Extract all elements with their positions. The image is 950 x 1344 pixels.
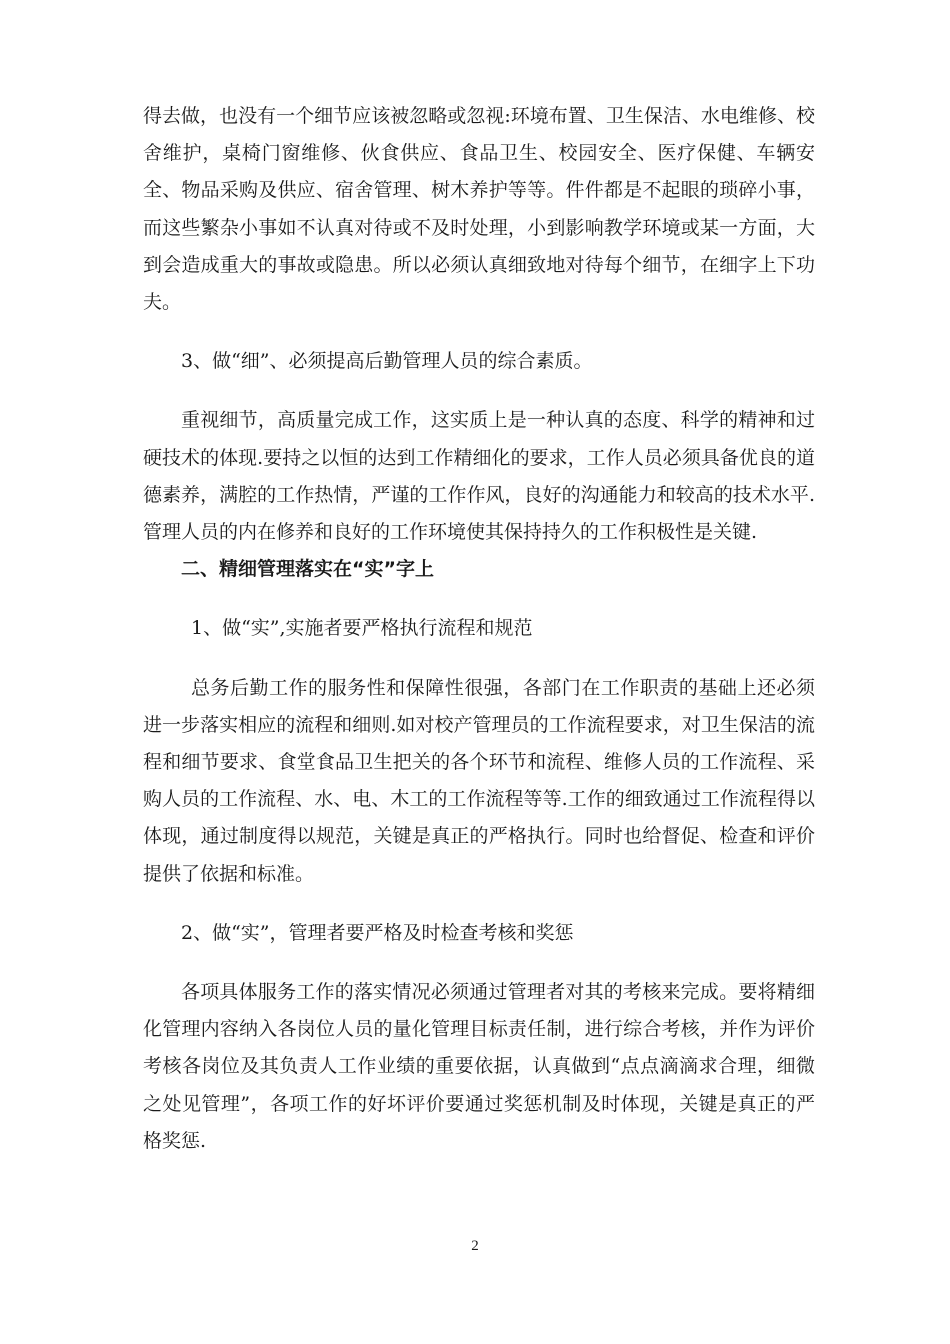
paragraph-workflow: 总务后勤工作的服务性和保障性很强，各部门在工作职责的基础上还必须进一步落实相应的流程和细则.如对校产管理员的工作流程要求，对卫生保洁的流程和细节要求、食堂食品卫生把关的各个环节和流程、维修人员的工作流程、采购人员的工作流程、水、电、木工的工作流程等等.工作的细致通过工作流程得以体现，通过制度得以规范，关键是真正的严格执行。同时也给督促、检查和评价提供了依据和标准。 bbox=[143, 676, 815, 885]
paragraph-staff-quality: 重视细节，高质量完成工作，这实质上是一种认真的态度、科学的精神和过硬技术的体现.要持之以恒的达到工作精细化的要求，工作人员必须具备优良的道德素养，满腔的工作热情，严谨的工作作风，良好的沟通能力和较高的技术水平.管理人员的内在修养和良好的工作环境使其保持持久的工作积极性是关键. bbox=[143, 409, 815, 544]
subheading-3-detail: 3、做“细”、必须提高后勤管理人员的综合素质。 bbox=[181, 350, 593, 373]
section-heading-2: 二、精细管理落实在“实”字上 bbox=[181, 558, 434, 581]
paragraph-continuation: 得去做，也没有一个细节应该被忽略或忽视:环境布置、卫生保洁、水电维修、校舍维护，桌椅门窗维修、伙食供应、食品卫生、校园安全、医疗保健、车辆安全、物品采购及供应、宿舍管理、树木养护等等。件件都是不起眼的琐碎小事，而这些繁杂小事如不认真对待或不及时处理，小到影响教学环境或某一方面，大到会造成重大的事故或隐患。所以必须认真细致地对待每个细节，在细字上下功夫。 bbox=[143, 105, 815, 314]
page-number: 2 bbox=[471, 1238, 479, 1254]
paragraph-assessment: 各项具体服务工作的落实情况必须通过管理者对其的考核来完成。要将精细化管理内容纳入各岗位人员的量化管理目标责任制，进行综合考核，并作为评价考核各岗位及其负责人工作业绩的重要依据，认真做到“点点滴滴求合理，细微之处见管理”，各项工作的好坏评价要通过奖惩机制及时体现，关键是真正的严格奖惩. bbox=[143, 981, 815, 1152]
subheading-1-implement: 1、做“实”,实施者要严格执行流程和规范 bbox=[191, 617, 533, 640]
subheading-2-manager: 2、做“实”，管理者要严格及时检查考核和奖惩 bbox=[181, 921, 574, 944]
page-body bbox=[143, 98, 815, 1160]
